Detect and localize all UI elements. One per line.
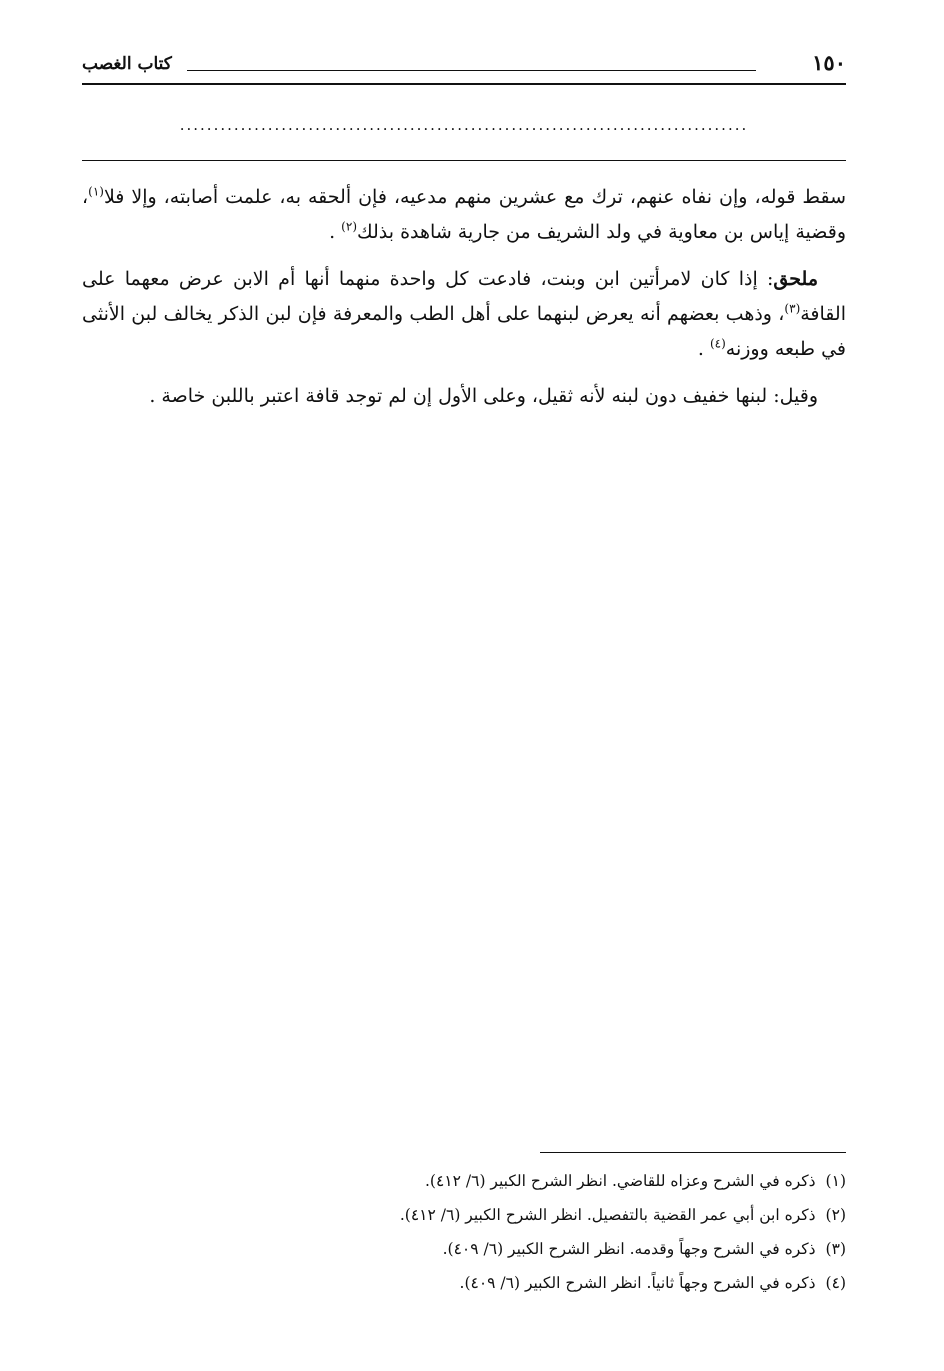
paragraph-2 xyxy=(82,262,846,367)
paragraph-3 xyxy=(82,379,846,414)
main-text xyxy=(82,180,846,426)
footnote-text: ذكره في الشرح وعزاه للقاضي. انظر الشرح الكبير (٦/ ٤١٢). xyxy=(424,1172,816,1190)
paragraph-text: ، وقضية إياس بن معاوية في ولد الشريف من جارية شاهدة بذلك xyxy=(82,186,846,243)
header-rule xyxy=(187,70,756,71)
paragraph-text: سقط قوله، وإن نفاه عنهم، ترك مع عشرين منهم مدعيه، فإن ألحقه به، علمت أصابته، وإلا فلا xyxy=(103,186,846,208)
footnote-item xyxy=(82,1232,846,1266)
paragraph-text: ، وذهب بعضهم أنه يعرض لبنهما على أهل الطب والمعرفة فإن لبن الذكر يخالف لبن الأنثى في طبعه ووزنه xyxy=(82,303,846,360)
footnote-ref-2[interactable]: (٢) xyxy=(341,219,357,234)
running-header xyxy=(82,48,846,88)
paragraph-lead: ملحق xyxy=(773,268,818,290)
paragraph-end: . xyxy=(329,221,342,243)
paragraph-text: : إذا كان لامرأتين ابن وبنت، فادعت كل واحدة منهما أنها أم الابن عرض معهما على القافة xyxy=(82,268,846,325)
footnote-item xyxy=(82,1164,846,1198)
footnote-number: (٣) xyxy=(825,1240,846,1258)
footnote-text: ذكره في الشرح وجهاً ثانياً. انظر الشرح الكبير (٦/ ٤٠٩). xyxy=(459,1274,816,1292)
footnote-text: ذكره ابن أبي عمر القضية بالتفصيل. انظر الشرح الكبير (٦/ ٤١٢). xyxy=(399,1206,816,1224)
footnote-text: ذكره في الشرح وجهاً وقدمه. انظر الشرح الكبير (٦/ ٤٠٩). xyxy=(442,1240,816,1258)
paragraph-end: . xyxy=(697,338,710,360)
footnote-ref-3[interactable]: (٣) xyxy=(784,301,801,316)
header-underline xyxy=(82,83,846,85)
paragraph-text: وقيل: لبنها خفيف دون لبنه لأنه ثقيل، وعلى الأول إن لم توجد قافة اعتبر باللبن خاصة . xyxy=(149,385,818,407)
footnote-number: (٤) xyxy=(825,1274,846,1292)
footnote-item xyxy=(82,1266,846,1300)
page-number: ١٥٠ xyxy=(812,50,846,75)
footnote-divider xyxy=(540,1152,846,1153)
footnote-number: (٢) xyxy=(825,1206,846,1224)
footnote-item xyxy=(82,1198,846,1232)
dotted-separator: .................................................................................... xyxy=(179,116,749,134)
footnotes xyxy=(82,1164,846,1300)
section-divider xyxy=(82,160,846,161)
footnote-ref-4[interactable]: (٤) xyxy=(709,336,726,351)
footnote-ref-1[interactable]: (١) xyxy=(88,184,104,199)
footnote-number: (١) xyxy=(825,1172,846,1190)
book-title: كتاب الغصب xyxy=(82,54,172,74)
paragraph-1 xyxy=(82,180,846,250)
